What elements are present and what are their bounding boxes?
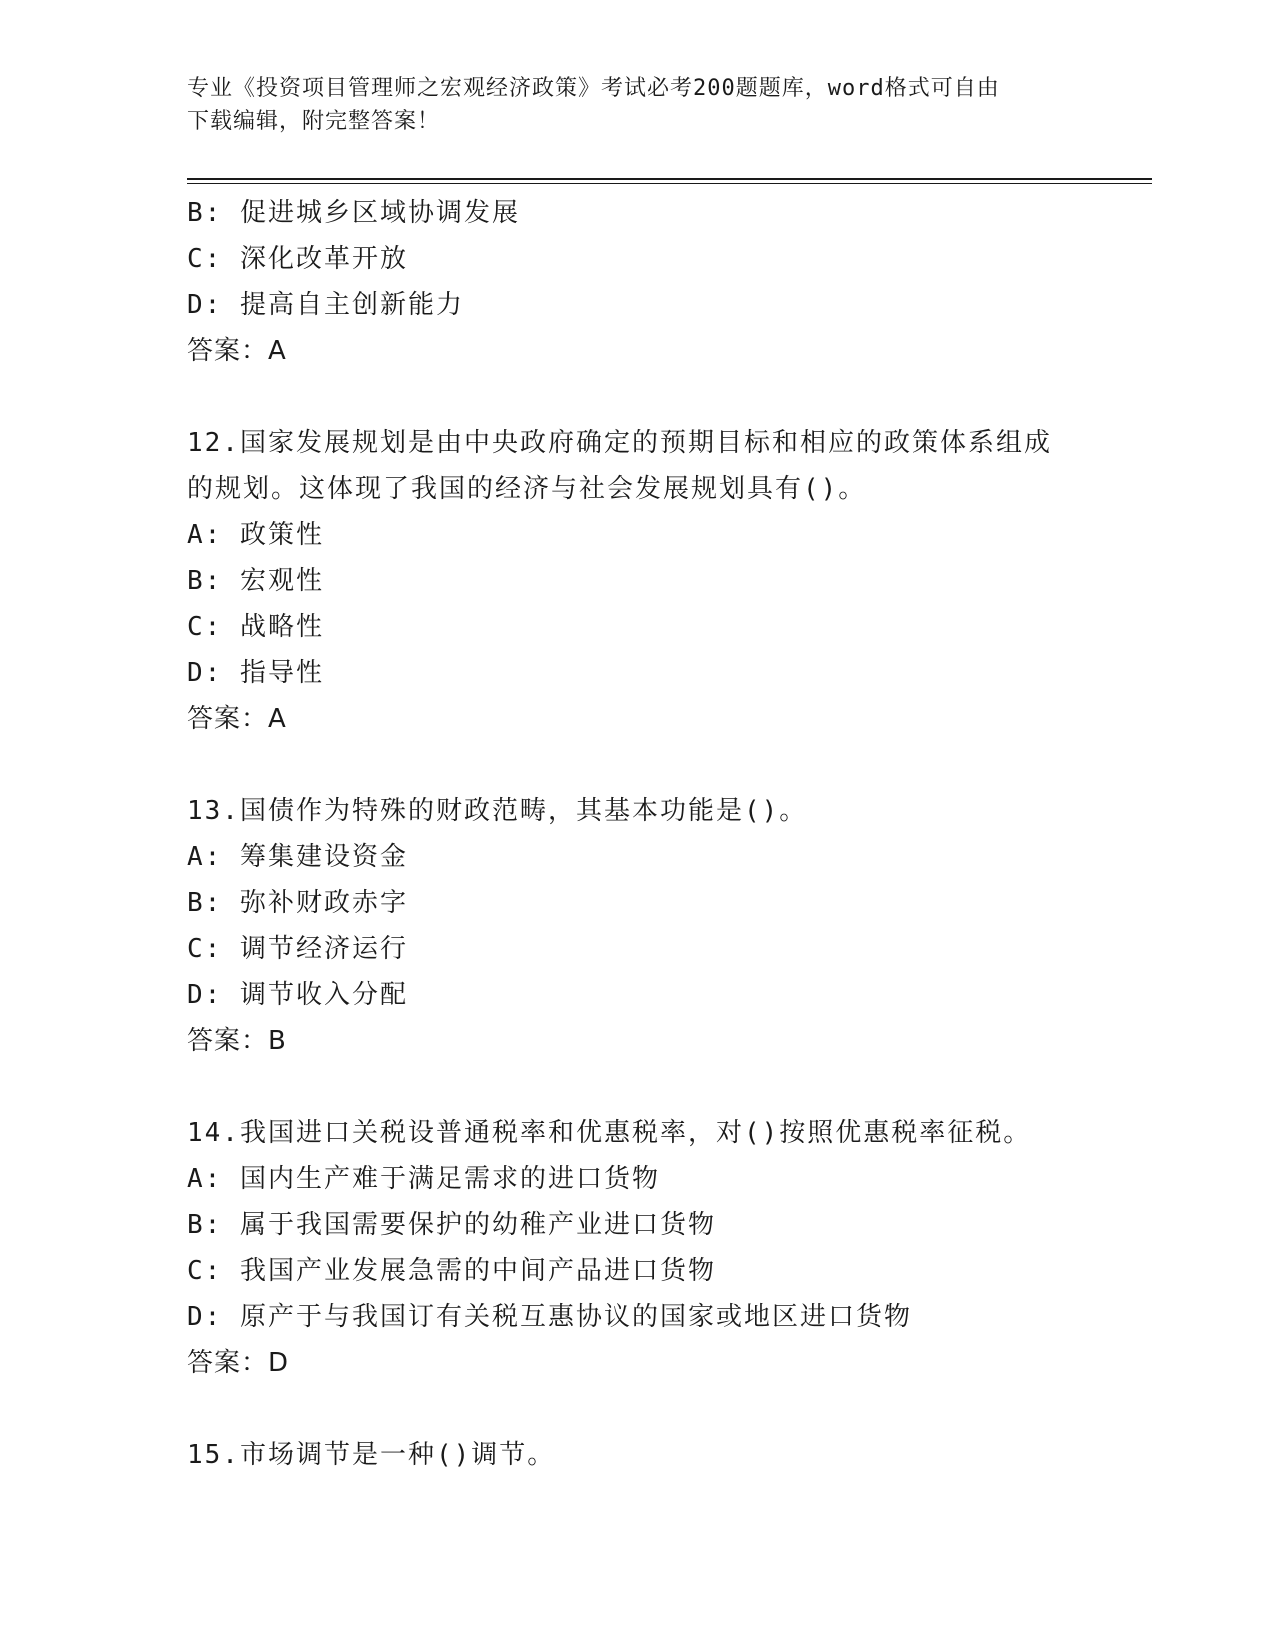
question-stem: 12.国家发展规划是由中央政府确定的预期目标和相应的政策体系组成: [187, 428, 1052, 458]
answer-label: 答案：A: [187, 704, 287, 734]
option-c: C: 深化改革开放: [187, 244, 408, 274]
answer-label: 答案：D: [187, 1348, 290, 1378]
option-b: B: 属于我国需要保护的幼稚产业进口货物: [187, 1210, 716, 1240]
header-line-1: 专业《投资项目管理师之宏观经济政策》考试必考200题题库，word格式可自由: [187, 76, 1000, 101]
answer-label: 答案：B: [187, 1026, 287, 1056]
spacer: [187, 742, 1087, 788]
answer-label: 答案：A: [187, 336, 287, 366]
question-11-tail: [187, 190, 1087, 374]
question-list: [187, 190, 1087, 1478]
option-a: A: 政策性: [187, 520, 324, 550]
spacer: [187, 1386, 1087, 1432]
question-13: [187, 788, 1087, 1064]
header-divider-thick: [187, 178, 1152, 180]
question-stem: 14.我国进口关税设普通税率和优惠税率，对()按照优惠税率征税。: [187, 1118, 1032, 1148]
option-c: C: 调节经济运行: [187, 934, 408, 964]
option-d: D: 原产于与我国订有关税互惠协议的国家或地区进口货物: [187, 1302, 912, 1332]
option-c: C: 战略性: [187, 612, 324, 642]
question-15: [187, 1432, 1087, 1478]
question-12: [187, 420, 1087, 742]
option-a: A: 筹集建设资金: [187, 842, 408, 872]
header-divider-thin: [187, 183, 1152, 184]
option-a: A: 国内生产难于满足需求的进口货物: [187, 1164, 660, 1194]
question-14: [187, 1110, 1087, 1386]
option-b: B: 弥补财政赤字: [187, 888, 408, 918]
option-d: D: 指导性: [187, 658, 324, 688]
option-d: D: 调节收入分配: [187, 980, 408, 1010]
option-c: C: 我国产业发展急需的中间产品进口货物: [187, 1256, 716, 1286]
header-line-2: 下载编辑，附完整答案！: [187, 109, 441, 134]
question-stem: 15.市场调节是一种()调节。: [187, 1440, 556, 1470]
option-b: B: 宏观性: [187, 566, 324, 596]
document-header: [187, 72, 1067, 138]
option-b: B: 促进城乡区域协调发展: [187, 198, 520, 228]
spacer: [187, 374, 1087, 420]
question-stem: 13.国债作为特殊的财政范畴，其基本功能是()。: [187, 796, 808, 826]
spacer: [187, 1064, 1087, 1110]
option-d: D: 提高自主创新能力: [187, 290, 464, 320]
question-stem-continued: 的规划。这体现了我国的经济与社会发展规划具有()。: [187, 474, 867, 504]
